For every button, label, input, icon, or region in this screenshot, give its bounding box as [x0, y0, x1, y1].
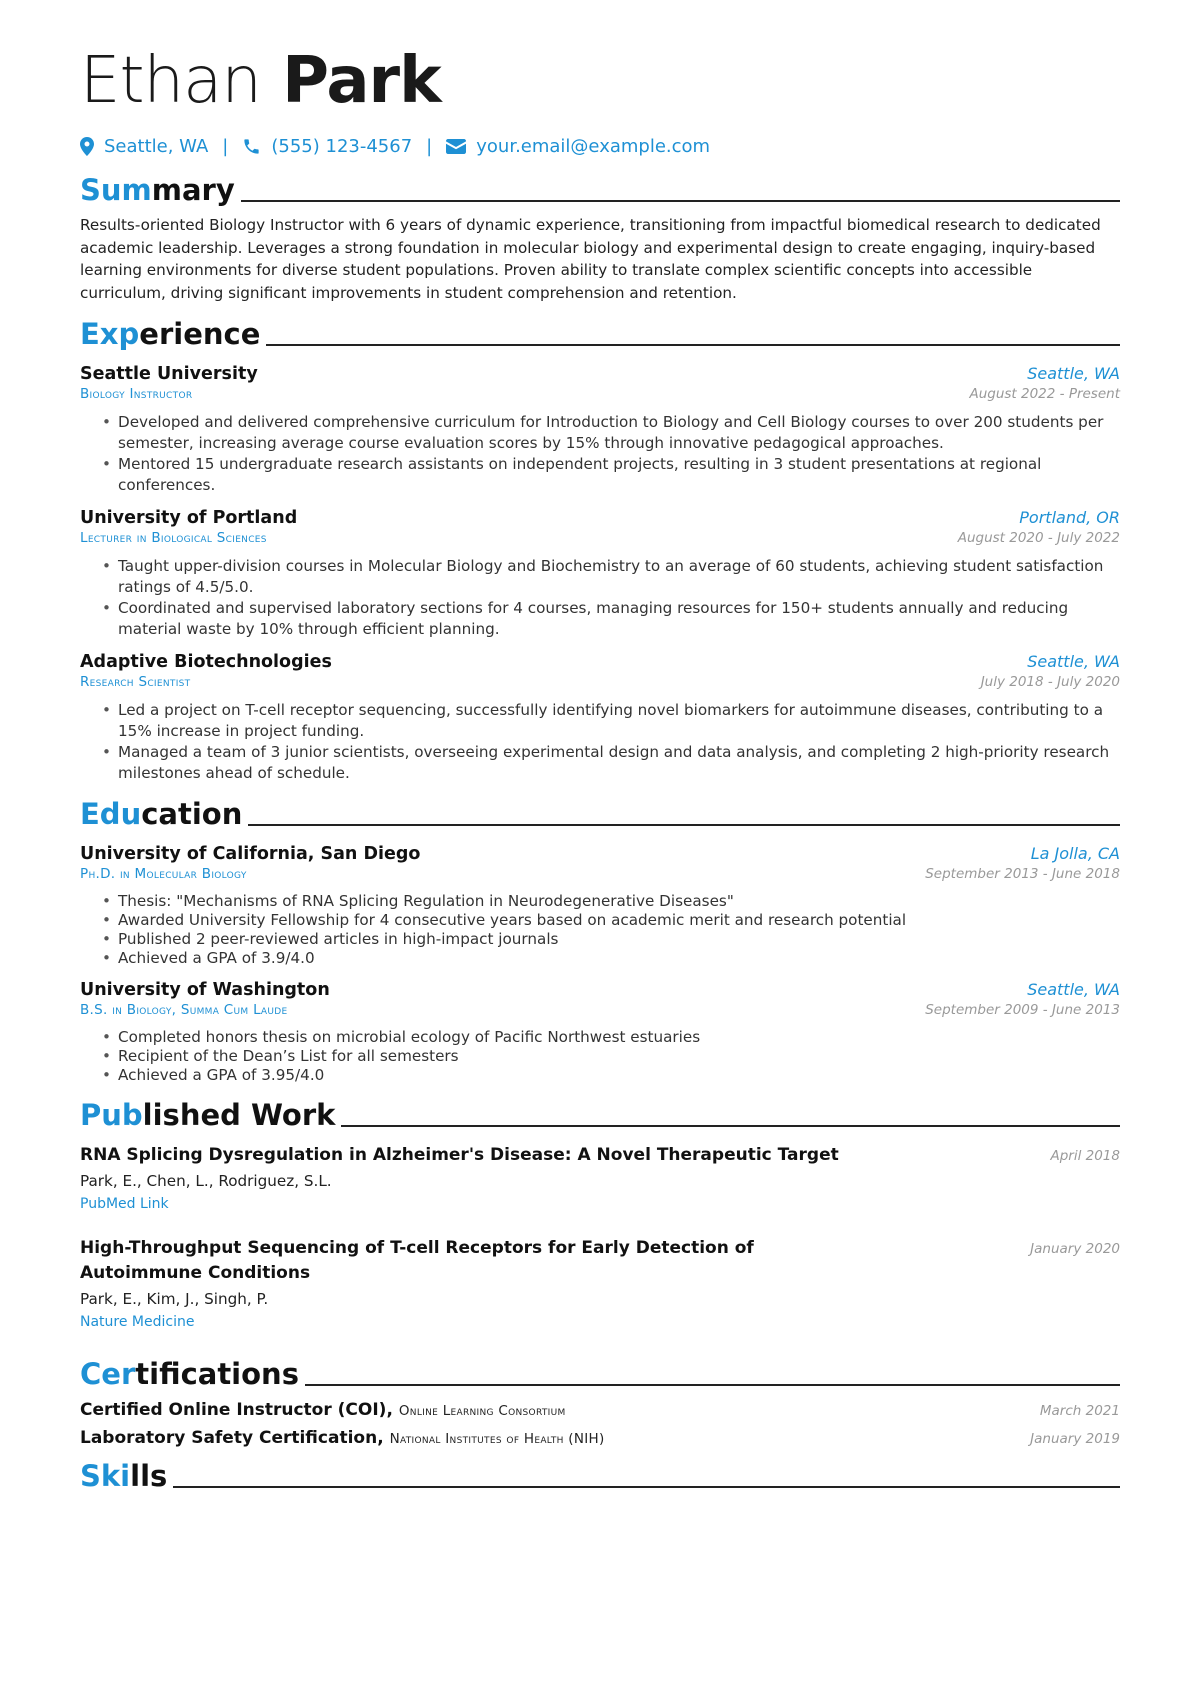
publication-authors: Park, E., Kim, J., Singh, P.	[80, 1290, 269, 1308]
bullet-item: • Mentored 15 undergraduate research assistants on independent projects, resulting in 3 student presentations at regional conferences.	[102, 454, 1120, 496]
education-header	[80, 796, 1120, 832]
publication-date: January 2020	[1030, 1241, 1120, 1257]
education-entry	[80, 980, 1120, 1085]
entry-title: B.S. in Biology, Summa Cum Laude	[80, 1002, 288, 1018]
entry-organization: Adaptive Biotechnologies	[80, 652, 332, 672]
bullet-item: • Taught upper-division courses in Molecular Biology and Biochemistry to an average of 60 students, achieving student satisfaction ratings of 4.5/5.0.	[102, 556, 1120, 598]
entry-location: Portland, OR	[1019, 508, 1120, 527]
certification-issuer: National Institutes of Health (NIH)	[389, 1431, 605, 1447]
bullet-item: • Coordinated and supervised laboratory sections for 4 courses, managing resources for 150+ students annually and reducing material waste by 10% through efficient planning.	[102, 598, 1120, 640]
section-title: Experience	[80, 317, 261, 351]
entry-organization: University of Washington	[80, 980, 330, 1000]
bullet-item: • Thesis: "Mechanisms of RNA Splicing Regulation in Neurodegenerative Diseases"	[102, 892, 1120, 911]
first-name: Ethan	[80, 44, 261, 118]
entry-bullets	[80, 700, 1120, 784]
resume-page	[80, 40, 1120, 1494]
section-rule	[173, 1486, 1120, 1488]
published-header	[80, 1097, 1120, 1133]
bullet-item: • Recipient of the Dean’s List for all semesters	[102, 1047, 1120, 1066]
entry-date: September 2013 - June 2018	[925, 866, 1120, 882]
section-rule	[248, 824, 1120, 826]
summary-text: Results-oriented Biology Instructor with 6 years of dynamic experience, transitioning from impactful biomedical research to dedicated academic leadership. Leverages a strong foundation in molecular biology and experimental design to create engaging, inquiry-based learning environments for diverse student populations. Proven ability to translate complex scientific concepts into accessible curriculum, driving significant improvements in student comprehension and retention.	[80, 216, 1101, 302]
entry-date: August 2020 - July 2022	[957, 530, 1120, 546]
certifications-header	[80, 1356, 1120, 1392]
bullet-item: • Managed a team of 3 junior scientists, overseeing experimental design and data analysis, and completing 2 high-priority research milestones ahead of schedule.	[102, 742, 1120, 784]
entry-bullets	[80, 556, 1120, 640]
contact-email[interactable]	[446, 136, 710, 157]
contact-phone[interactable]	[242, 136, 412, 157]
map-marker-icon	[80, 137, 94, 156]
bullet-item: • Completed honors thesis on microbial ecology of Pacific Northwest estuaries	[102, 1028, 1120, 1047]
entry-organization: Seattle University	[80, 364, 258, 384]
candidate-name	[80, 40, 1120, 122]
entry-title: Biology Instructor	[80, 386, 193, 402]
entry-title: Ph.D. in Molecular Biology	[80, 866, 247, 882]
entry-date: September 2009 - June 2013	[925, 1002, 1120, 1018]
summary-header	[80, 172, 1120, 208]
certification-entry: Laboratory Safety Certification, National Institutes of Health (NIH) January 2019	[80, 1428, 1120, 1448]
publication-entry	[80, 1236, 1120, 1330]
bullet-item: • Developed and delivered comprehensive curriculum for Introduction to Biology and Cell Biology courses to over 200 students per semester, increasing average course evaluation scores by 15% through innovative pedagogical approaches.	[102, 412, 1120, 454]
certification-entry: Certified Online Instructor (COI), Online Learning Consortium March 2021	[80, 1400, 1120, 1420]
entry-location: Seattle, WA	[1027, 652, 1120, 671]
entry-organization: University of California, San Diego	[80, 844, 421, 864]
section-rule	[241, 200, 1120, 202]
phone-icon	[242, 137, 261, 156]
section-title: Certifications	[80, 1357, 299, 1391]
skills-header	[80, 1458, 1120, 1494]
bullet-item: • Led a project on T-cell receptor sequencing, successfully identifying novel biomarkers for autoimmune diseases, contributing to a 15% increase in project funding.	[102, 700, 1120, 742]
section-title: Summary	[80, 173, 235, 207]
certification-date: January 2019	[1030, 1431, 1120, 1447]
bullet-item: • Awarded University Fellowship for 4 consecutive years based on academic merit and research potential	[102, 911, 1120, 930]
entry-location: Seattle, WA	[1027, 980, 1120, 999]
entry-location: La Jolla, CA	[1030, 844, 1120, 863]
publication-date: April 2018	[1050, 1148, 1120, 1164]
experience-header	[80, 316, 1120, 352]
section-rule	[341, 1125, 1120, 1127]
certification-name: Laboratory Safety Certification	[80, 1428, 378, 1448]
certification-date: March 2021	[1039, 1403, 1120, 1419]
location-text: Seattle, WA	[104, 135, 209, 157]
entry-date: August 2022 - Present	[969, 386, 1120, 402]
certification-issuer: Online Learning Consortium	[398, 1403, 566, 1419]
entry-bullets	[80, 892, 1120, 968]
contact-location	[80, 136, 208, 157]
entry-date: July 2018 - July 2020	[980, 674, 1120, 690]
section-title: Education	[80, 797, 243, 831]
education-entry	[80, 844, 1120, 968]
contact-separator: |	[426, 135, 433, 157]
bullet-item: • Published 2 peer-reviewed articles in high-impact journals	[102, 930, 1120, 949]
entry-bullets	[80, 412, 1120, 496]
entry-title: Research Scientist	[80, 674, 191, 690]
publication-authors: Park, E., Chen, L., Rodriguez, S.L.	[80, 1172, 332, 1190]
contact-bar	[80, 132, 1120, 160]
entry-title: Lecturer in Biological Sciences	[80, 530, 267, 546]
publication-link[interactable]: Nature Medicine	[80, 1314, 195, 1330]
last-name: Park	[282, 44, 441, 118]
envelope-icon	[446, 139, 466, 154]
publication-link[interactable]: PubMed Link	[80, 1196, 169, 1212]
section-title: Published Work	[80, 1098, 336, 1132]
publication-title: High-Throughput Sequencing of T-cell Receptors for Early Detection of Autoimmune Conditions	[80, 1238, 754, 1283]
experience-entry	[80, 364, 1120, 496]
section-rule	[266, 344, 1120, 346]
entry-bullets	[80, 1028, 1120, 1085]
publication-entry	[80, 1143, 1120, 1212]
entry-location: Seattle, WA	[1027, 364, 1120, 383]
entry-organization: University of Portland	[80, 508, 298, 528]
bullet-item: • Achieved a GPA of 3.9/4.0	[102, 949, 1120, 968]
email-text: your.email@example.com	[476, 135, 711, 157]
section-rule	[305, 1384, 1120, 1386]
bullet-item: • Achieved a GPA of 3.95/4.0	[102, 1066, 1120, 1085]
publication-title: RNA Splicing Dysregulation in Alzheimer's Disease: A Novel Therapeutic Target	[80, 1145, 839, 1165]
phone-text: (555) 123-4567	[271, 135, 413, 157]
contact-separator: |	[222, 135, 229, 157]
experience-entry	[80, 508, 1120, 640]
section-title: Skills	[80, 1459, 168, 1493]
experience-entry	[80, 652, 1120, 784]
certification-name: Certified Online Instructor (COI)	[80, 1400, 387, 1420]
